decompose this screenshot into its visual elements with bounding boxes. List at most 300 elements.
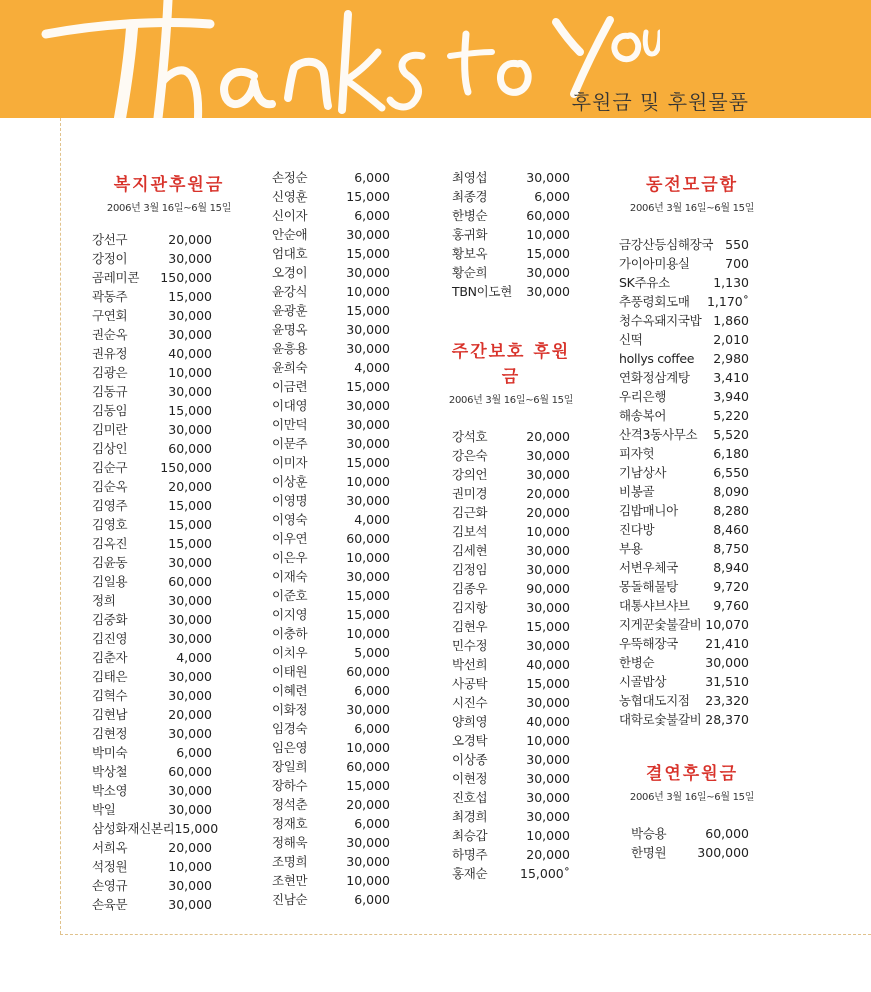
donor-row <box>272 491 390 510</box>
donor-name: 박선희 <box>452 657 488 672</box>
welfare-column-2 <box>272 168 390 909</box>
donor-name: 김정임 <box>452 562 488 577</box>
donor-row <box>619 406 749 425</box>
donor-name: 이대영 <box>272 398 308 413</box>
donor-row <box>452 845 570 864</box>
donor-name: 김현정 <box>92 726 128 741</box>
coinbox-title: 동전모금함 <box>645 175 739 195</box>
donor-name: 강선구 <box>92 232 128 247</box>
donor-row <box>452 674 570 693</box>
donor-name: 조명희 <box>272 854 308 869</box>
donor-name: 김보석 <box>452 524 488 539</box>
welfare-period: 2006년 3월 16일~6월 15일 <box>106 203 232 214</box>
donation-amount: 30,000 <box>168 327 212 342</box>
donation-amount: 8,280 <box>713 503 749 518</box>
donation-amount: 30,000 <box>168 802 212 817</box>
donor-name: 손육문 <box>92 897 128 912</box>
donor-name: 서희옥 <box>92 840 128 855</box>
donor-row <box>272 339 390 358</box>
donation-amount: 30,000 <box>526 752 570 767</box>
donor-row <box>92 458 212 477</box>
donor-row <box>272 852 390 871</box>
donation-amount: 28,370 <box>705 712 749 727</box>
donation-amount: 30,000 <box>526 284 570 299</box>
donation-amount: 30,000 <box>346 417 390 432</box>
donation-amount: 5,220 <box>713 408 749 423</box>
donor-row <box>619 387 749 406</box>
donation-amount: 700 <box>725 256 749 271</box>
donor-name: 이우연 <box>272 531 308 546</box>
donor-row <box>452 427 570 446</box>
donor-name: 대통샤브샤브 <box>619 598 690 613</box>
donation-amount: 30,000 <box>346 835 390 850</box>
donation-amount: 9,760 <box>713 598 749 613</box>
donor-name: 이충하 <box>272 626 308 641</box>
donor-name: 이준호 <box>272 588 308 603</box>
donation-amount: 150,000 <box>160 460 212 475</box>
donor-row <box>619 349 749 368</box>
donor-row <box>92 895 212 914</box>
donor-row <box>452 864 570 883</box>
donor-name: 신영훈 <box>272 189 308 204</box>
donor-name: 오경탁 <box>452 733 488 748</box>
coinbox-list <box>619 235 749 729</box>
donation-amount: 300,000 <box>697 845 749 860</box>
donor-row <box>272 453 390 472</box>
donor-row <box>452 541 570 560</box>
donor-name: 한병순 <box>619 655 655 670</box>
donor-name: 이혜련 <box>272 683 308 698</box>
donation-amount: 30,000 <box>526 543 570 558</box>
donor-name: 김옥진 <box>92 536 128 551</box>
donor-name: 이재숙 <box>272 569 308 584</box>
donation-amount: 10,000 <box>346 873 390 888</box>
donor-row <box>272 472 390 491</box>
donation-amount: 20,000 <box>168 479 212 494</box>
donor-row <box>452 598 570 617</box>
donation-amount: 10,000 <box>168 859 212 874</box>
donor-row <box>92 610 212 629</box>
donor-row <box>92 591 212 610</box>
donor-name: 이만덕 <box>272 417 308 432</box>
donation-amount: 30,000 <box>526 562 570 577</box>
donor-name: 시진수 <box>452 695 488 710</box>
donor-row <box>452 769 570 788</box>
donor-name: 김종우 <box>452 581 488 596</box>
donation-amount: 15,000 <box>168 536 212 551</box>
donor-name: 조현만 <box>272 873 308 888</box>
donor-row <box>452 503 570 522</box>
donor-name: 김영주 <box>92 498 128 513</box>
donation-amount: 30,000 <box>346 569 390 584</box>
donor-name: 추풍령회도매 <box>619 294 690 309</box>
donation-amount: 23,320 <box>705 693 749 708</box>
donation-amount: 20,000 <box>526 486 570 501</box>
donation-amount: 30,000 <box>705 655 749 670</box>
daycare-period: 2006년 3월 16일~6월 15일 <box>448 395 574 406</box>
donor-name: 강은숙 <box>452 448 488 463</box>
donor-name: 진남순 <box>272 892 308 907</box>
donor-name: 박미숙 <box>92 745 128 760</box>
donation-amount: 15,000 <box>346 588 390 603</box>
donor-name: 이문주 <box>272 436 308 451</box>
donation-amount: 4,000 <box>176 650 212 665</box>
donor-row <box>619 235 749 254</box>
donor-row <box>619 558 749 577</box>
donor-row <box>92 382 212 401</box>
donor-row <box>92 344 212 363</box>
donor-row <box>92 439 212 458</box>
welfare-title: 복지관후원금 <box>113 175 225 195</box>
donor-row <box>272 681 390 700</box>
donor-row <box>619 691 749 710</box>
donor-name: 엄대호 <box>272 246 308 261</box>
donor-name: 윤희숙 <box>272 360 308 375</box>
donor-name: 김혁수 <box>92 688 128 703</box>
donor-name: 장일희 <box>272 759 308 774</box>
donation-amount: 10,000 <box>346 474 390 489</box>
donor-name: 최승갑 <box>452 828 488 843</box>
donor-name: 김동임 <box>92 403 128 418</box>
donation-amount: 30,000 <box>168 783 212 798</box>
donor-row <box>272 434 390 453</box>
donation-amount: 10,070 <box>705 617 749 632</box>
donation-amount: 10,000 <box>526 227 570 242</box>
donation-amount: 15,000 <box>346 379 390 394</box>
donor-row <box>619 311 749 330</box>
donor-name: 곰레미콘 <box>92 270 140 285</box>
donor-name: 김현우 <box>452 619 488 634</box>
donor-row <box>452 731 570 750</box>
donation-amount: 30,000 <box>168 631 212 646</box>
donor-name: 임은영 <box>272 740 308 755</box>
donor-row <box>619 710 749 729</box>
donor-name: 정희 <box>92 593 116 608</box>
donor-row <box>619 615 749 634</box>
donor-name: 구연회 <box>92 308 128 323</box>
donor-name: 김근화 <box>452 505 488 520</box>
daycare-title: 주간보호 후원금 <box>451 342 571 387</box>
donation-amount: 30,000 <box>346 227 390 242</box>
donation-amount: 30,000 <box>346 436 390 451</box>
donor-name: 최경희 <box>452 809 488 824</box>
donation-amount: 20,000 <box>526 847 570 862</box>
donor-name: 석정원 <box>92 859 128 874</box>
donor-name: 사공탁 <box>452 676 488 691</box>
donation-amount: 30,000 <box>526 265 570 280</box>
donor-row <box>452 579 570 598</box>
donor-name: 우리은행 <box>619 389 667 404</box>
donation-amount: 15,000 <box>346 303 390 318</box>
donor-row <box>272 282 390 301</box>
donation-amount: 6,180 <box>713 446 749 461</box>
donation-amount: 60,000 <box>526 208 570 223</box>
donation-amount: 1,170˚ <box>706 294 749 309</box>
donation-amount: 40,000 <box>526 657 570 672</box>
donor-name: 서변우체국 <box>619 560 678 575</box>
donor-name: 강의언 <box>452 467 488 482</box>
donation-amount: 30,000 <box>526 790 570 805</box>
donor-row <box>92 553 212 572</box>
donor-row <box>452 484 570 503</box>
donor-name: 청수옥돼지국밥 <box>619 313 702 328</box>
donor-name: 김윤동 <box>92 555 128 570</box>
donor-row <box>452 750 570 769</box>
donor-row <box>272 396 390 415</box>
donation-amount: 40,000 <box>526 714 570 729</box>
donor-row <box>92 705 212 724</box>
donor-row <box>619 653 749 672</box>
donor-row <box>452 807 570 826</box>
donor-name: 권유정 <box>92 346 128 361</box>
donor-row <box>92 515 212 534</box>
donor-name: 김일용 <box>92 574 128 589</box>
donor-row <box>452 263 570 282</box>
donor-name: 윤강식 <box>272 284 308 299</box>
donation-amount: 3,410 <box>713 370 749 385</box>
donor-name: 신떡 <box>619 332 643 347</box>
donor-name: 김춘자 <box>92 650 128 665</box>
donor-name: 박상철 <box>92 764 128 779</box>
donation-amount: 30,000 <box>168 878 212 893</box>
donation-amount: 6,550 <box>713 465 749 480</box>
donor-name: 김지항 <box>452 600 488 615</box>
donation-amount: 40,000 <box>168 346 212 361</box>
donor-row <box>92 629 212 648</box>
donor-row <box>272 605 390 624</box>
donation-amount: 30,000 <box>526 170 570 185</box>
donation-amount: 3,940 <box>713 389 749 404</box>
donor-row <box>619 254 749 273</box>
donor-row <box>619 634 749 653</box>
donor-row <box>92 401 212 420</box>
donation-amount: 60,000 <box>168 764 212 779</box>
donor-name: 해송복어 <box>619 408 667 423</box>
donation-amount: 30,000 <box>526 600 570 615</box>
donor-row <box>452 655 570 674</box>
donor-name: 지게꾼숯불갈비 <box>619 617 702 632</box>
donor-row <box>452 446 570 465</box>
donor-row <box>619 672 749 691</box>
donor-row <box>452 560 570 579</box>
donor-name: 강정이 <box>92 251 128 266</box>
donor-name: 김영호 <box>92 517 128 532</box>
welfare-list-continued-2 <box>452 168 570 301</box>
donation-amount: 60,000 <box>705 826 749 841</box>
donor-row <box>92 724 212 743</box>
donor-row <box>452 522 570 541</box>
donation-amount: 1,860 <box>713 313 749 328</box>
donation-amount: 6,000 <box>354 816 390 831</box>
donation-amount: 15,000 <box>346 246 390 261</box>
donation-amount: 30,000 <box>168 593 212 608</box>
donor-row <box>619 539 749 558</box>
donation-amount: 30,000 <box>526 771 570 786</box>
donor-name: 이화정 <box>272 702 308 717</box>
donation-amount: 20,000 <box>346 797 390 812</box>
donor-name: 김세현 <box>452 543 488 558</box>
donation-amount: 30,000 <box>346 854 390 869</box>
donation-amount: 21,410 <box>705 636 749 651</box>
donor-name: 박승용 <box>631 826 667 841</box>
donor-name: 이금련 <box>272 379 308 394</box>
donor-row <box>92 230 212 249</box>
donor-row <box>272 890 390 909</box>
donor-row <box>619 330 749 349</box>
donor-name: 김진영 <box>92 631 128 646</box>
donation-amount: 30,000 <box>346 265 390 280</box>
donor-row <box>92 781 212 800</box>
donor-row <box>452 465 570 484</box>
donor-row <box>619 444 749 463</box>
donor-row <box>272 206 390 225</box>
donation-amount: 20,000 <box>526 505 570 520</box>
donor-name: 윤흥용 <box>272 341 308 356</box>
donor-name: 손정순 <box>272 170 308 185</box>
donor-name: 최영섭 <box>452 170 488 185</box>
donation-amount: 10,000 <box>346 550 390 565</box>
donor-row <box>272 358 390 377</box>
donation-amount: 4,000 <box>354 512 390 527</box>
donation-amount: 15,000 <box>168 403 212 418</box>
donor-name: 김중화 <box>92 612 128 627</box>
donor-name: 정재호 <box>272 816 308 831</box>
donor-row <box>92 534 212 553</box>
donor-row <box>452 788 570 807</box>
sisterhood-period: 2006년 3월 16일~6월 15일 <box>629 792 755 803</box>
donor-name: 정석춘 <box>272 797 308 812</box>
donor-name: 진다방 <box>619 522 655 537</box>
donor-row <box>272 320 390 339</box>
donation-amount: 15,000 <box>526 246 570 261</box>
donation-amount: 15,000 <box>526 676 570 691</box>
donation-amount: 30,000 <box>346 398 390 413</box>
donor-row <box>92 819 219 838</box>
donation-amount: 15,000 <box>346 607 390 622</box>
donor-name: 부용 <box>619 541 643 556</box>
header-banner <box>0 0 871 118</box>
donor-name: 손영규 <box>92 878 128 893</box>
donor-row <box>92 325 212 344</box>
donor-row <box>92 496 212 515</box>
welfare-list <box>92 230 219 914</box>
donation-amount: 60,000 <box>346 531 390 546</box>
donor-row <box>272 510 390 529</box>
donor-row <box>272 586 390 605</box>
donor-name: SK주유소 <box>619 275 670 290</box>
donor-row <box>272 795 390 814</box>
donor-row <box>272 871 390 890</box>
donor-row <box>92 762 212 781</box>
donor-row <box>272 776 390 795</box>
donation-amount: 150,000 <box>160 270 212 285</box>
donor-row <box>272 244 390 263</box>
donor-row <box>92 572 212 591</box>
donation-amount: 15,000 <box>168 289 212 304</box>
donor-name: 이지영 <box>272 607 308 622</box>
donation-amount: 6,000 <box>176 745 212 760</box>
donation-amount: 15,000˚ <box>520 866 570 881</box>
donation-amount: 30,000 <box>346 493 390 508</box>
donor-name: 이상종 <box>452 752 488 767</box>
donation-amount: 30,000 <box>168 384 212 399</box>
donor-name: 한명원 <box>631 845 667 860</box>
donation-amount: 20,000 <box>168 232 212 247</box>
donor-name: 몽돌해물탕 <box>619 579 678 594</box>
donation-amount: 30,000 <box>168 612 212 627</box>
donor-name: 양희영 <box>452 714 488 729</box>
donor-row <box>272 548 390 567</box>
donation-amount: 30,000 <box>168 726 212 741</box>
donor-name: 권순옥 <box>92 327 128 342</box>
daycare-column <box>448 337 574 883</box>
donor-row <box>452 826 570 845</box>
donation-amount: 15,000 <box>346 189 390 204</box>
donor-row <box>272 529 390 548</box>
donor-row <box>92 306 212 325</box>
donation-amount: 30,000 <box>526 448 570 463</box>
donor-row <box>92 268 212 287</box>
donor-name: 민수정 <box>452 638 488 653</box>
donor-row <box>272 301 390 320</box>
donor-row <box>92 363 212 382</box>
donor-name: 이영명 <box>272 493 308 508</box>
donor-row <box>619 463 749 482</box>
donor-name: 김순구 <box>92 460 128 475</box>
donation-amount: 5,520 <box>713 427 749 442</box>
donor-name: 장하수 <box>272 778 308 793</box>
page-subtitle: 후원금 및 후원물품 <box>571 90 749 114</box>
donor-name: 곽동주 <box>92 289 128 304</box>
donor-name: 김순옥 <box>92 479 128 494</box>
donor-row <box>92 420 212 439</box>
donation-amount: 30,000 <box>168 251 212 266</box>
donation-amount: 30,000 <box>526 467 570 482</box>
donor-row <box>92 686 212 705</box>
welfare-column-3 <box>452 168 570 301</box>
donor-row <box>619 577 749 596</box>
donor-row <box>272 814 390 833</box>
donation-amount: 30,000 <box>168 669 212 684</box>
donor-name: 임경숙 <box>272 721 308 736</box>
donation-amount: 10,000 <box>526 524 570 539</box>
donation-amount: 20,000 <box>168 840 212 855</box>
donation-amount: 15,000 <box>174 821 219 836</box>
donation-amount: 10,000 <box>526 828 570 843</box>
donor-name: 신이자 <box>272 208 308 223</box>
donor-row <box>92 800 212 819</box>
donation-amount: 30,000 <box>168 688 212 703</box>
donor-name: 이상훈 <box>272 474 308 489</box>
donor-row <box>272 833 390 852</box>
donor-name: 김동규 <box>92 384 128 399</box>
donation-amount: 8,940 <box>713 560 749 575</box>
donation-amount: 8,090 <box>713 484 749 499</box>
donor-name: 하명주 <box>452 847 488 862</box>
donation-amount: 9,720 <box>713 579 749 594</box>
donation-amount: 30,000 <box>346 702 390 717</box>
donor-row <box>92 648 212 667</box>
donor-name: 이영숙 <box>272 512 308 527</box>
donor-row <box>619 482 749 501</box>
donor-row <box>92 838 212 857</box>
donation-amount: 60,000 <box>168 441 212 456</box>
donation-amount: 15,000 <box>526 619 570 634</box>
donor-name: 이치우 <box>272 645 308 660</box>
donor-name: 기남상사 <box>619 465 667 480</box>
donor-row <box>452 225 570 244</box>
donor-row <box>631 824 749 843</box>
